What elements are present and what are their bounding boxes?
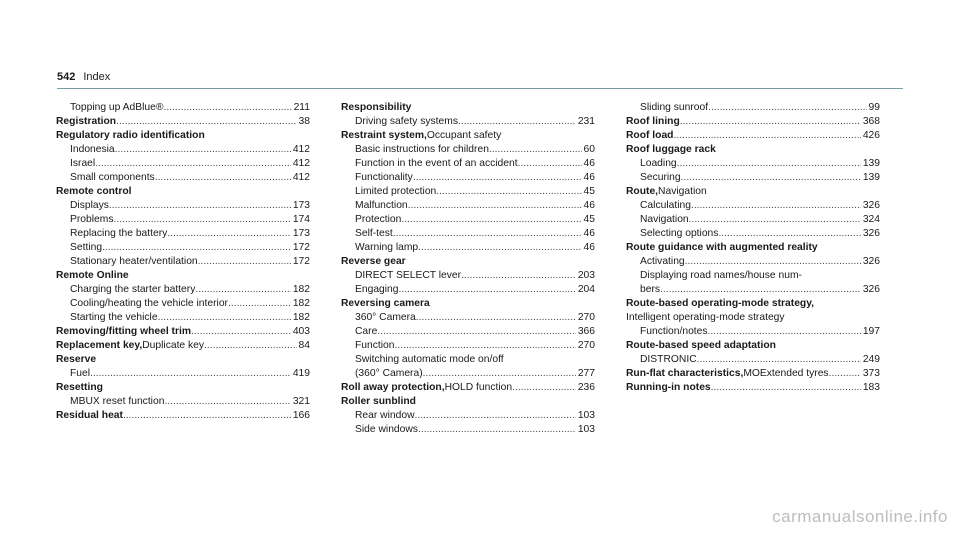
page-ref: 45 <box>583 214 595 225</box>
dot-leader <box>680 115 861 129</box>
index-subentry <box>626 353 880 367</box>
dot-leader <box>708 101 866 115</box>
page-ref: 231 <box>577 116 595 127</box>
index-subentry <box>56 255 310 269</box>
index-heading <box>341 395 595 409</box>
page-ref: 46 <box>583 158 595 169</box>
dot-leader <box>423 367 576 381</box>
entry-text: Protection <box>355 214 402 225</box>
index-subentry <box>341 311 595 325</box>
dot-leader <box>711 381 861 395</box>
page-ref: 182 <box>292 312 310 323</box>
entry-text: Sliding sunroof <box>640 102 709 113</box>
index-heading <box>626 143 880 157</box>
entry-text: Care <box>355 326 378 337</box>
entry-text: Charging the starter battery <box>70 284 196 295</box>
page-ref: 182 <box>292 284 310 295</box>
index-subentry <box>56 101 310 115</box>
index-column-1 <box>56 101 310 423</box>
entry-text: Warning lamp <box>355 242 419 253</box>
dot-leader <box>195 283 290 297</box>
index-heading <box>56 381 310 395</box>
entry-extra: HOLD function <box>444 382 513 393</box>
dot-leader <box>123 409 291 423</box>
page-ref: 326 <box>862 228 880 239</box>
entry-text: Cooling/heating the vehicle interior <box>70 298 228 309</box>
index-subentry <box>341 283 595 297</box>
dot-leader <box>393 227 582 241</box>
dot-leader <box>718 227 860 241</box>
index-subentry <box>341 353 595 367</box>
page-ref: 139 <box>862 158 880 169</box>
page-ref: 172 <box>292 256 310 267</box>
entry-text: Registration <box>56 116 117 127</box>
dot-leader <box>109 199 291 213</box>
dot-leader <box>418 423 576 437</box>
index-subentry <box>341 241 595 255</box>
index-heading <box>56 269 310 283</box>
page-ref: 45 <box>583 186 595 197</box>
dot-leader <box>685 255 861 269</box>
page-ref: 46 <box>583 172 595 183</box>
index-heading <box>341 381 595 395</box>
page-ref: 412 <box>292 158 310 169</box>
entry-text: Route guidance with augmented reality <box>626 242 818 253</box>
entry-text: Loading <box>640 158 677 169</box>
index-heading <box>341 101 595 115</box>
page-ref: 321 <box>292 396 310 407</box>
index-subentry <box>56 311 310 325</box>
page-ref: 426 <box>862 130 880 141</box>
dot-leader <box>395 339 576 353</box>
entry-text: Restraint system, <box>341 130 427 141</box>
page-ref: 204 <box>577 284 595 295</box>
entry-text: Intelligent operating-mode strategy <box>626 312 785 323</box>
entry-text: MBUX reset function <box>70 396 165 407</box>
index-heading <box>626 367 880 381</box>
page-ref: 412 <box>292 172 310 183</box>
index-heading <box>626 339 880 353</box>
page-ref: 326 <box>862 256 880 267</box>
entry-text: Small components <box>70 172 155 183</box>
entry-text: Removing/fitting wheel trim <box>56 326 192 337</box>
index-subentry <box>341 423 595 437</box>
dot-leader <box>708 325 861 339</box>
dot-leader <box>458 115 576 129</box>
header-rule <box>57 88 903 89</box>
dot-leader <box>489 143 582 157</box>
index-subentry <box>341 199 595 213</box>
entry-text: Malfunction <box>355 200 408 211</box>
entry-text: Basic instructions for children <box>355 144 489 155</box>
entry-extra: Duplicate key <box>142 340 205 351</box>
entry-text: Indonesia <box>70 144 115 155</box>
dot-leader <box>167 227 291 241</box>
entry-text: Driving safety systems <box>355 116 458 127</box>
dot-leader <box>436 185 581 199</box>
page-ref: 373 <box>862 368 880 379</box>
entry-text: Reversing camera <box>341 298 430 309</box>
index-subentry <box>341 409 595 423</box>
entry-text: DIRECT SELECT lever <box>355 270 462 281</box>
dot-leader <box>377 325 575 339</box>
entry-text: Run-flat characteristics, <box>626 368 744 379</box>
entry-text: Calculating <box>640 200 691 211</box>
index-subentry <box>341 185 595 199</box>
entry-text: Route-based operating-mode strategy, <box>626 298 815 309</box>
entry-text: Navigation <box>640 214 689 225</box>
page-ref: 173 <box>292 200 310 211</box>
entry-text: Function/notes <box>640 326 708 337</box>
entry-text: Responsibility <box>341 102 412 113</box>
entry-text: Side windows <box>355 424 418 435</box>
index-heading <box>341 297 595 311</box>
dot-leader <box>681 171 861 185</box>
entry-text: Function in the event of an accident <box>355 158 518 169</box>
entry-text: bers <box>640 284 661 295</box>
entry-text: Replacement key, <box>56 340 143 351</box>
index-subentry <box>626 227 880 241</box>
page-ref: 103 <box>577 410 595 421</box>
dot-leader <box>413 171 582 185</box>
dot-leader <box>164 395 290 409</box>
page-ref: 366 <box>577 326 595 337</box>
entry-text: Remote Online <box>56 270 129 281</box>
entry-text: 360° Camera <box>355 312 416 323</box>
index-subentry <box>341 367 595 381</box>
page-ref: 249 <box>862 354 880 365</box>
entry-text: (360° Camera) <box>355 368 423 379</box>
page-ref: 197 <box>862 326 880 337</box>
index-subentry <box>56 171 310 185</box>
index-subentry <box>626 157 880 171</box>
dot-leader <box>691 199 861 213</box>
entry-text: Roller sunblind <box>341 396 416 407</box>
index-heading <box>56 325 310 339</box>
entry-text: Rear window <box>355 410 415 421</box>
index-column-3 <box>626 101 880 395</box>
index-subentry <box>341 269 595 283</box>
dot-leader <box>114 213 291 227</box>
dot-leader <box>689 213 861 227</box>
page-ref: 403 <box>292 326 310 337</box>
entry-text: Resetting <box>56 382 103 393</box>
page-ref: 84 <box>298 340 310 351</box>
entry-text: Route, <box>626 186 659 197</box>
index-subentry <box>626 101 880 115</box>
entry-text: Displaying road names/house num- <box>640 270 802 281</box>
dot-leader <box>461 269 576 283</box>
page-ref: 326 <box>862 200 880 211</box>
page-ref: 38 <box>298 116 310 127</box>
entry-text: Engaging <box>355 284 399 295</box>
index-heading <box>626 185 880 199</box>
index-subentry <box>626 213 880 227</box>
page-ref: 46 <box>583 200 595 211</box>
entry-text: Problems <box>70 214 114 225</box>
page-ref: 183 <box>862 382 880 393</box>
entry-text: Fuel <box>70 368 91 379</box>
dot-leader <box>163 101 291 115</box>
page-ref: 236 <box>577 382 595 393</box>
page-ref: 203 <box>577 270 595 281</box>
page-ref: 172 <box>292 242 310 253</box>
index-subentry <box>56 297 310 311</box>
page-ref: 139 <box>862 172 880 183</box>
index-subentry <box>341 171 595 185</box>
index-subentry <box>56 143 310 157</box>
entry-text: Replacing the battery <box>70 228 168 239</box>
index-heading <box>341 129 595 143</box>
entry-extra: Occupant safety <box>426 130 502 141</box>
index-subentry <box>626 269 880 283</box>
entry-extra: MOExtended tyres <box>743 368 829 379</box>
dot-leader <box>401 213 581 227</box>
dot-leader <box>512 381 576 395</box>
entry-text: Roof lining <box>626 116 680 127</box>
entry-text: Running-in notes <box>626 382 711 393</box>
index-subentry <box>341 227 595 241</box>
index-heading <box>56 339 310 353</box>
index-subentry <box>341 213 595 227</box>
page-ref: 324 <box>862 214 880 225</box>
page-ref: 99 <box>868 102 880 113</box>
page-ref: 46 <box>583 242 595 253</box>
page-ref: 103 <box>577 424 595 435</box>
index-heading <box>56 409 310 423</box>
index-subentry <box>341 157 595 171</box>
entry-text: Functionality <box>355 172 413 183</box>
index-subentry <box>56 367 310 381</box>
dot-leader <box>191 325 291 339</box>
entry-text: Roof luggage rack <box>626 144 716 155</box>
dot-leader <box>660 283 861 297</box>
entry-text: Starting the vehicle <box>70 312 158 323</box>
index-subentry <box>341 339 595 353</box>
index-heading <box>56 185 310 199</box>
section-title: Index <box>83 71 111 83</box>
index-heading <box>626 241 880 255</box>
index-subentry <box>626 255 880 269</box>
index-heading <box>56 353 310 367</box>
page-ref: 174 <box>292 214 310 225</box>
page-ref: 173 <box>292 228 310 239</box>
entry-text: Switching automatic mode on/off <box>355 354 504 365</box>
page-ref: 412 <box>292 144 310 155</box>
page-ref: 270 <box>577 312 595 323</box>
index-subentry <box>56 395 310 409</box>
index-heading <box>626 297 880 311</box>
index-subentry <box>626 311 880 325</box>
entry-text: Reserve <box>56 354 97 365</box>
index-heading <box>626 381 880 395</box>
dot-leader <box>116 115 296 129</box>
dot-leader <box>408 199 582 213</box>
entry-text: DISTRONIC <box>640 354 697 365</box>
entry-text: Function <box>355 340 395 351</box>
entry-text: Stationary heater/ventilation <box>70 256 198 267</box>
page-ref: 270 <box>577 340 595 351</box>
index-heading <box>341 255 595 269</box>
dot-leader <box>95 157 291 171</box>
entry-text: Activating <box>640 256 685 267</box>
index-subentry <box>56 157 310 171</box>
index-column-2 <box>341 101 595 437</box>
page-ref: 182 <box>292 298 310 309</box>
entry-text: Regulatory radio identification <box>56 130 205 141</box>
page-ref: 60 <box>583 144 595 155</box>
dot-leader <box>115 143 291 157</box>
page-ref: 166 <box>292 410 310 421</box>
dot-leader <box>677 157 861 171</box>
entry-text: Selecting options <box>640 228 719 239</box>
index-heading <box>56 129 310 143</box>
index-subentry <box>56 227 310 241</box>
dot-leader <box>518 157 582 171</box>
index-subentry <box>341 115 595 129</box>
index-heading <box>626 115 880 129</box>
index-heading <box>626 129 880 143</box>
index-subentry <box>341 325 595 339</box>
index-subentry <box>626 199 880 213</box>
dot-leader <box>198 255 291 269</box>
page-ref: 419 <box>292 368 310 379</box>
dot-leader <box>415 409 576 423</box>
dot-leader <box>155 171 291 185</box>
dot-leader <box>829 367 861 381</box>
dot-leader <box>102 241 291 255</box>
dot-leader <box>673 129 860 143</box>
dot-leader <box>399 283 576 297</box>
dot-leader <box>158 311 291 325</box>
index-subentry <box>626 325 880 339</box>
page-ref: 46 <box>583 228 595 239</box>
entry-text: Roof load <box>626 130 674 141</box>
page-ref: 211 <box>293 102 310 113</box>
index-subentry <box>341 143 595 157</box>
entry-text: Israel <box>70 158 96 169</box>
index-subentry <box>56 241 310 255</box>
entry-text: Self-test <box>355 228 393 239</box>
dot-leader <box>90 367 291 381</box>
index-subentry <box>626 171 880 185</box>
page-ref: 277 <box>577 368 595 379</box>
entry-text: Residual heat <box>56 410 123 421</box>
entry-text: Reverse gear <box>341 256 406 267</box>
index-subentry <box>56 283 310 297</box>
entry-text: Roll away protection, <box>341 382 445 393</box>
page-ref: 326 <box>862 284 880 295</box>
dot-leader <box>416 311 576 325</box>
entry-text: Limited protection <box>355 186 437 197</box>
entry-text: Setting <box>70 242 103 253</box>
dot-leader <box>204 339 296 353</box>
index-heading <box>56 115 310 129</box>
watermark: carmanualsonline.info <box>772 507 948 526</box>
entry-extra: Navigation <box>658 186 707 197</box>
entry-text: Displays <box>70 200 109 211</box>
page-header <box>57 71 110 83</box>
index-subentry <box>56 199 310 213</box>
index-subentry <box>626 283 880 297</box>
entry-text: Securing <box>640 172 681 183</box>
entry-text: Remote control <box>56 186 132 197</box>
dot-leader <box>418 241 581 255</box>
index-subentry <box>56 213 310 227</box>
dot-leader <box>228 297 291 311</box>
dot-leader <box>697 353 861 367</box>
page-ref: 368 <box>862 116 880 127</box>
entry-text: Topping up AdBlue® <box>70 102 164 113</box>
page-number: 542 <box>57 71 76 83</box>
entry-text: Route-based speed adaptation <box>626 340 776 351</box>
